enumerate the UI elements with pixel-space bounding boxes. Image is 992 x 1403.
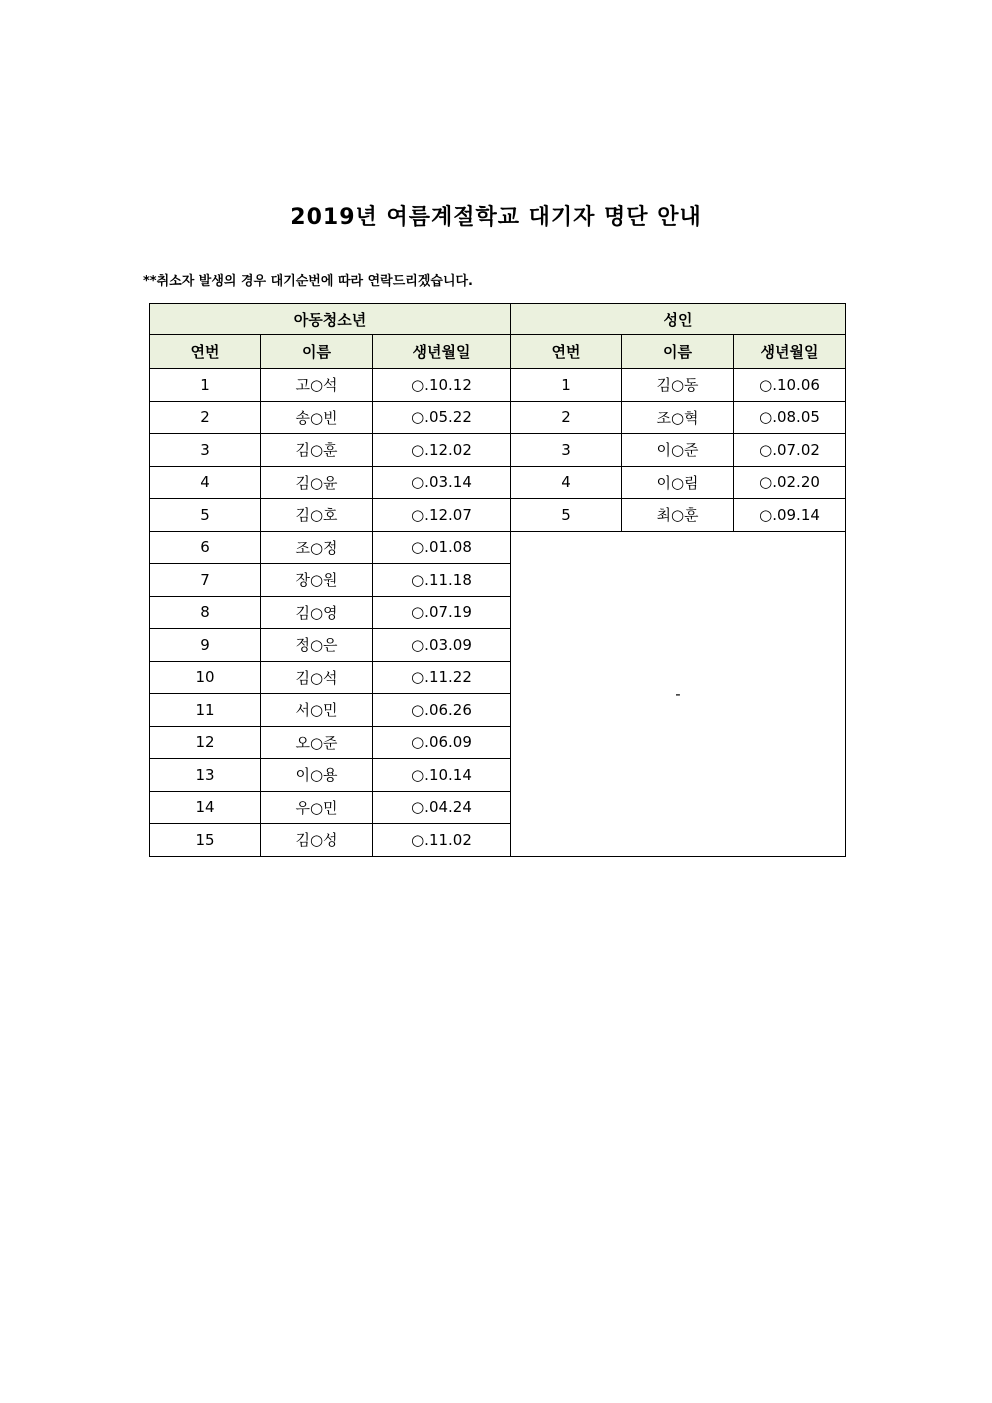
youth-no-cell: 12 [150,726,261,759]
youth-name-cell: 우○민 [261,791,373,824]
youth-birth-cell: ○.11.22 [373,661,511,694]
youth-birth-cell: ○.06.09 [373,726,511,759]
col-header-birth: 생년월일 [734,335,846,369]
table-row [150,434,846,467]
col-header-name: 이름 [622,335,734,369]
adult-birth-cell: ○.07.02 [734,434,846,467]
youth-birth-cell: ○.03.09 [373,629,511,662]
youth-no-cell: 9 [150,629,261,662]
youth-no-cell: 5 [150,499,261,532]
youth-name-cell: 김○영 [261,596,373,629]
adult-name-cell: 최○훈 [622,499,734,532]
youth-no-cell: 6 [150,531,261,564]
youth-name-cell: 김○성 [261,824,373,857]
table-row [150,499,846,532]
adult-no-cell: 2 [511,401,622,434]
waitlist-table [149,303,846,857]
youth-name-cell: 김○윤 [261,466,373,499]
youth-name-cell: 고○석 [261,369,373,402]
table-body [150,369,846,857]
table-row [150,401,846,434]
table-row [150,369,846,402]
youth-birth-cell: ○.10.12 [373,369,511,402]
youth-name-cell: 정○은 [261,629,373,662]
table-row [150,531,846,564]
col-header-birth: 생년월일 [373,335,511,369]
adult-birth-cell: ○.08.05 [734,401,846,434]
adult-group-header: 성인 [511,304,846,335]
youth-name-cell: 장○원 [261,564,373,597]
youth-name-cell: 서○민 [261,694,373,727]
youth-no-cell: 3 [150,434,261,467]
youth-name-cell: 김○호 [261,499,373,532]
youth-no-cell: 2 [150,401,261,434]
adult-no-cell: 4 [511,466,622,499]
youth-birth-cell: ○.06.26 [373,694,511,727]
youth-no-cell: 4 [150,466,261,499]
youth-no-cell: 8 [150,596,261,629]
youth-birth-cell: ○.12.07 [373,499,511,532]
youth-birth-cell: ○.05.22 [373,401,511,434]
page-title: 2019년 여름계절학교 대기자 명단 안내 [290,205,702,230]
youth-no-cell: 1 [150,369,261,402]
adult-birth-cell: ○.09.14 [734,499,846,532]
youth-name-cell: 이○용 [261,759,373,792]
youth-birth-cell: ○.10.14 [373,759,511,792]
youth-birth-cell: ○.11.18 [373,564,511,597]
youth-name-cell: 송○빈 [261,401,373,434]
adult-name-cell: 김○동 [622,369,734,402]
youth-no-cell: 13 [150,759,261,792]
adult-name-cell: 이○림 [622,466,734,499]
youth-name-cell: 김○석 [261,661,373,694]
youth-birth-cell: ○.01.08 [373,531,511,564]
youth-birth-cell: ○.03.14 [373,466,511,499]
adult-empty-cell: - [511,531,846,856]
col-header-no: 연번 [511,335,622,369]
col-header-no: 연번 [150,335,261,369]
notice-text: **취소자 발생의 경우 대기순번에 따라 연락드리겠습니다. [143,274,473,289]
table-row [150,466,846,499]
youth-name-cell: 조○정 [261,531,373,564]
youth-no-cell: 11 [150,694,261,727]
youth-birth-cell: ○.07.19 [373,596,511,629]
adult-birth-cell: ○.02.20 [734,466,846,499]
youth-no-cell: 10 [150,661,261,694]
youth-no-cell: 7 [150,564,261,597]
col-header-name: 이름 [261,335,373,369]
adult-name-cell: 이○준 [622,434,734,467]
adult-no-cell: 5 [511,499,622,532]
youth-group-header: 아동청소년 [150,304,511,335]
adult-no-cell: 3 [511,434,622,467]
youth-birth-cell: ○.12.02 [373,434,511,467]
youth-name-cell: 김○훈 [261,434,373,467]
adult-name-cell: 조○혁 [622,401,734,434]
youth-no-cell: 14 [150,791,261,824]
youth-birth-cell: ○.11.02 [373,824,511,857]
youth-no-cell: 15 [150,824,261,857]
youth-name-cell: 오○준 [261,726,373,759]
adult-birth-cell: ○.10.06 [734,369,846,402]
adult-no-cell: 1 [511,369,622,402]
youth-birth-cell: ○.04.24 [373,791,511,824]
